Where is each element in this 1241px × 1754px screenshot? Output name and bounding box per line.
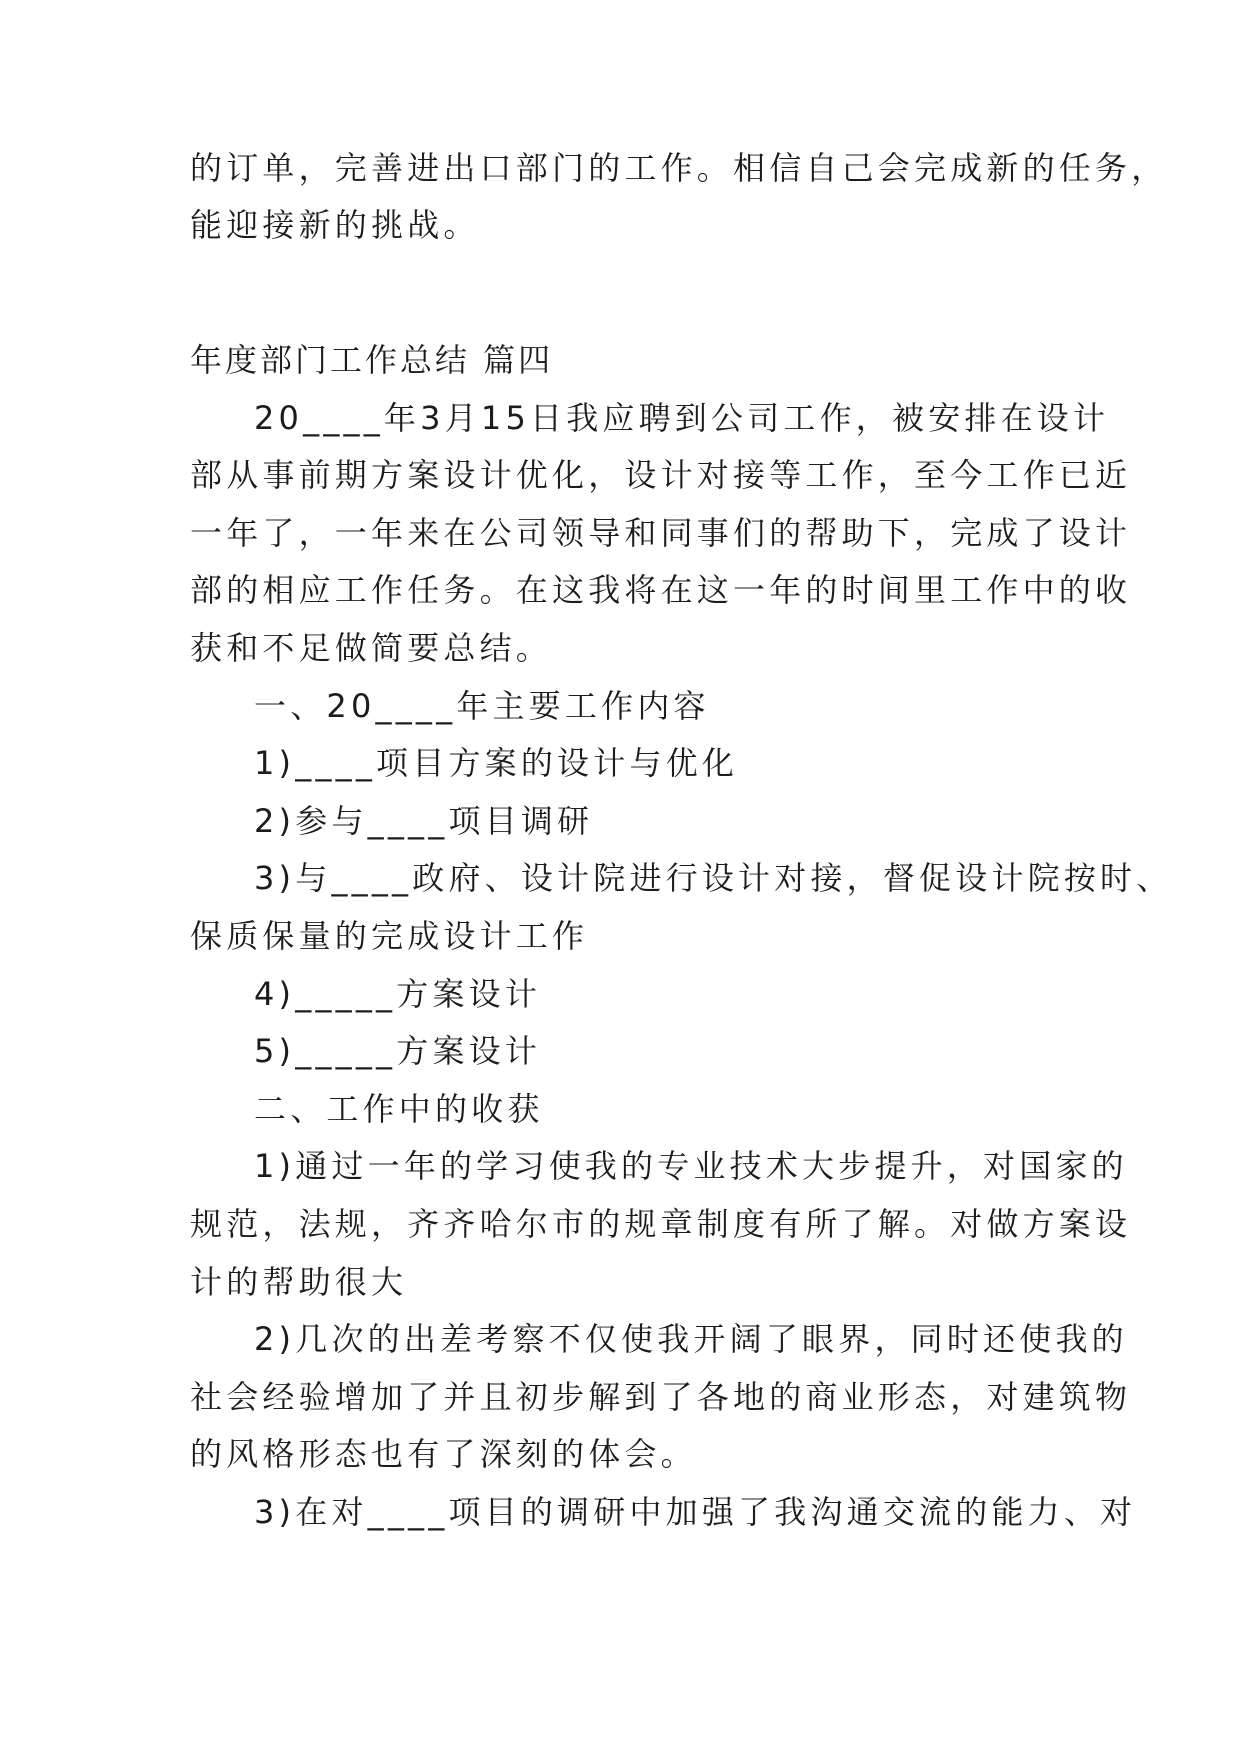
- section-heading: 年度部门工作总结 篇四: [190, 341, 554, 379]
- list-item: 2)几次的出差考察不仅使我开阔了眼界，同时还使我的: [254, 1320, 1128, 1358]
- paragraph-line: 20____年3月15日我应聘到公司工作，被安排在设计: [254, 399, 1110, 437]
- list-item: 1)通过一年的学习使我的专业技术大步提升，对国家的: [254, 1147, 1128, 1185]
- paragraph-line: 能迎接新的挑战。: [190, 206, 480, 244]
- subheading-line: 一、20____年主要工作内容: [254, 687, 710, 725]
- list-item: 3)与____政府、设计院进行设计对接，督促设计院按时、: [254, 859, 1173, 897]
- list-item: 2)参与____项目调研: [254, 802, 594, 840]
- list-item: 5)_____方案设计: [254, 1032, 542, 1070]
- paragraph-line: 部从事前期方案设计优化，设计对接等工作，至今工作已近: [190, 456, 1132, 494]
- list-item: 3)在对____项目的调研中加强了我沟通交流的能力、对: [254, 1493, 1137, 1531]
- paragraph-line: 的订单，完善进出口部门的工作。相信自己会完成新的任务，: [190, 149, 1168, 187]
- paragraph-line: 部的相应工作任务。在这我将在这一年的时间里工作中的收: [190, 571, 1132, 609]
- list-item: 1)____项目方案的设计与优化: [254, 744, 739, 782]
- list-item-continuation: 的风格形态也有了深刻的体会。: [190, 1435, 697, 1473]
- list-item-continuation: 社会经验增加了并且初步解到了各地的商业形态，对建筑物: [190, 1378, 1132, 1416]
- paragraph-line: 一年了，一年来在公司领导和同事们的帮助下，完成了设计: [190, 514, 1132, 552]
- list-item: 4)_____方案设计: [254, 975, 542, 1013]
- subheading-line: 二、工作中的收获: [254, 1090, 544, 1128]
- list-item-continuation: 计的帮助很大: [190, 1263, 408, 1301]
- list-item-continuation: 保质保量的完成设计工作: [190, 917, 589, 955]
- list-item-continuation: 规范，法规，齐齐哈尔市的规章制度有所了解。对做方案设: [190, 1205, 1132, 1243]
- paragraph-line: 获和不足做简要总结。: [190, 629, 553, 667]
